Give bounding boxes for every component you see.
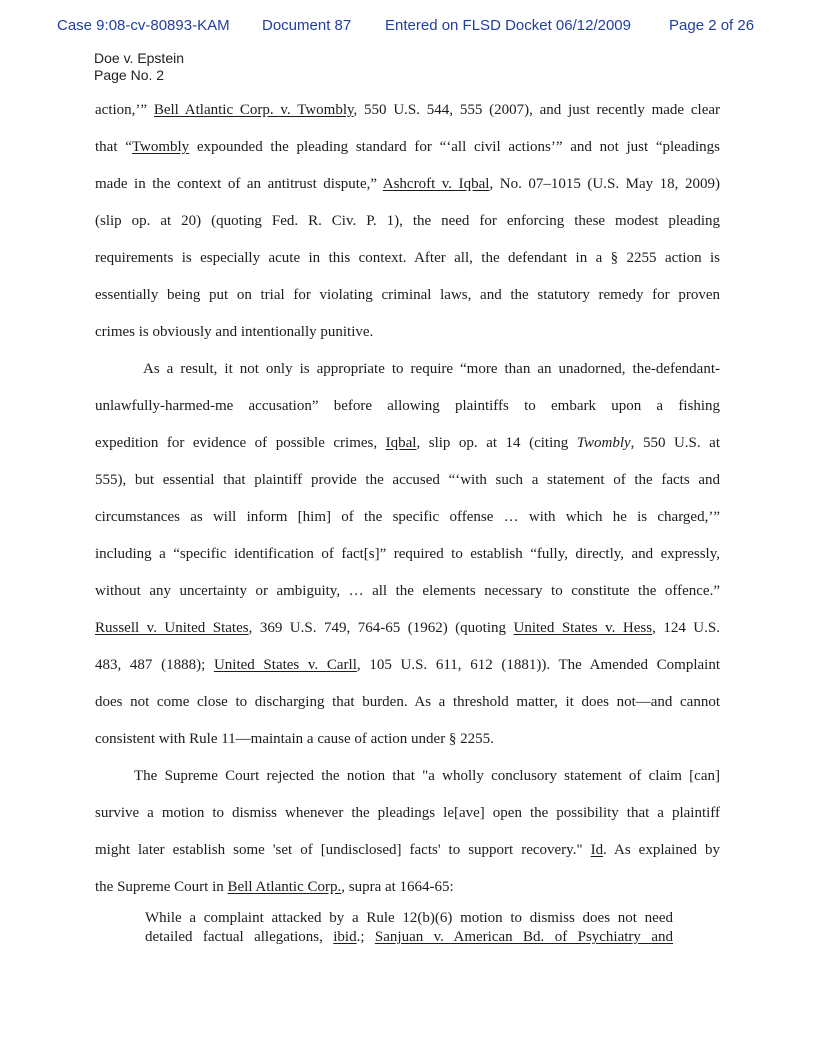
citation: Sanjuan v. American Bd. of Psychiatry and — [374, 929, 673, 945]
text-line: the Supreme Court in Bell Atlantic Corp., supra at 1664-65: — [95, 879, 454, 895]
citation: Iqbal — [385, 435, 417, 451]
citation: Twombly — [131, 139, 190, 155]
text-line: circumstances as will inform [him] of the specific offense … with which he is charged,’” — [95, 509, 720, 525]
text-line: survive a motion to dismiss whenever the pleadings le[ave] open the possibility that a plaintiff — [95, 805, 720, 821]
caption-title: Doe v. Epstein — [94, 50, 185, 66]
case-number: Case 9:08-cv-80893-KAM — [57, 17, 230, 34]
citation: United States v. Carll — [213, 657, 357, 673]
document-body — [95, 98, 720, 912]
paragraph — [95, 98, 720, 357]
citation: United States v. Hess — [513, 620, 653, 636]
page-count: Page 2 of 26 — [669, 17, 755, 34]
text-line: As a result, it not only is appropriate to require “more than an unadorned, the-defendant- — [143, 361, 720, 377]
text-line: 483, 487 (1888); United States v. Carll, 105 U.S. 611, 612 (1881)). The Amended Complaint — [95, 657, 720, 673]
text-line: 555), but essential that plaintiff provide the accused “‘with such a statement of the facts and — [95, 472, 720, 488]
document-number: Document 87 — [262, 17, 352, 34]
text-line: including a “specific identification of fact[s]” required to establish “fully, directly, and expressly, — [95, 546, 720, 562]
text-line: expedition for evidence of possible crimes, Iqbal, slip op. at 14 (citing Twombly, 550 U.S. at — [95, 435, 720, 451]
text-line: unlawfully-harmed-me accusation” before allowing plaintiffs to embark upon a fishing — [95, 398, 720, 414]
paragraph — [95, 357, 720, 764]
quote-line: detailed factual allegations, ibid.; Sanjuan v. American Bd. of Psychiatry and — [145, 929, 673, 945]
text-line: requirements is especially acute in this context. After all, the defendant in a § 2255 action is — [95, 250, 720, 266]
quote-line: While a complaint attacked by a Rule 12(b)(6) motion to dismiss does not need — [145, 910, 673, 926]
text-line: does not come close to discharging that burden. As a threshold matter, it does not—and cannot — [95, 694, 720, 710]
text-line: might later establish some 'set of [undisclosed] facts' to support recovery." Id. As explained by — [95, 842, 720, 858]
text-line: without any uncertainty or ambiguity, … all the elements necessary to constitute the offence.” — [95, 583, 720, 599]
text-line: crimes is obviously and intentionally punitive. — [95, 324, 374, 340]
block-quote — [145, 909, 673, 947]
text-line: essentially being put on trial for violating criminal laws, and the statutory remedy for proven — [95, 287, 720, 303]
citation: Russell v. United States — [95, 620, 249, 636]
citation: Ashcroft v. Iqbal — [382, 176, 490, 192]
case-caption — [94, 50, 184, 84]
text-line: that “Twombly expounded the pleading standard for “‘all civil actions’” and not just “pleadings — [95, 139, 720, 155]
case-name-italic: Twombly — [576, 435, 631, 451]
text-line: The Supreme Court rejected the notion that "a wholly conclusory statement of claim [can] — [134, 768, 720, 784]
text-line: (slip op. at 20) (quoting Fed. R. Civ. P. 1), the need for enforcing these modest pleading — [95, 213, 720, 229]
text-line: Russell v. United States, 369 U.S. 749, 764-65 (1962) (quoting United States v. Hess, 124 U.S. — [95, 620, 720, 636]
citation: Bell Atlantic Corp. v. Twombly — [153, 102, 354, 118]
citation: ibid — [333, 929, 357, 945]
citation: Id — [590, 842, 604, 858]
paragraph — [95, 764, 720, 912]
text-line: consistent with Rule 11—maintain a cause of action under § 2255. — [95, 731, 494, 747]
docket-entry-date: Entered on FLSD Docket 06/12/2009 — [385, 17, 631, 34]
citation: Bell Atlantic Corp. — [227, 879, 342, 895]
caption-page-number: Page No. 2 — [94, 67, 165, 83]
text-line: action,’” Bell Atlantic Corp. v. Twombly, 550 U.S. 544, 555 (2007), and just recently made clear — [95, 102, 721, 118]
text-line: made in the context of an antitrust dispute,” Ashcroft v. Iqbal, No. 07–1015 (U.S. May 18, 2009) — [95, 176, 720, 192]
